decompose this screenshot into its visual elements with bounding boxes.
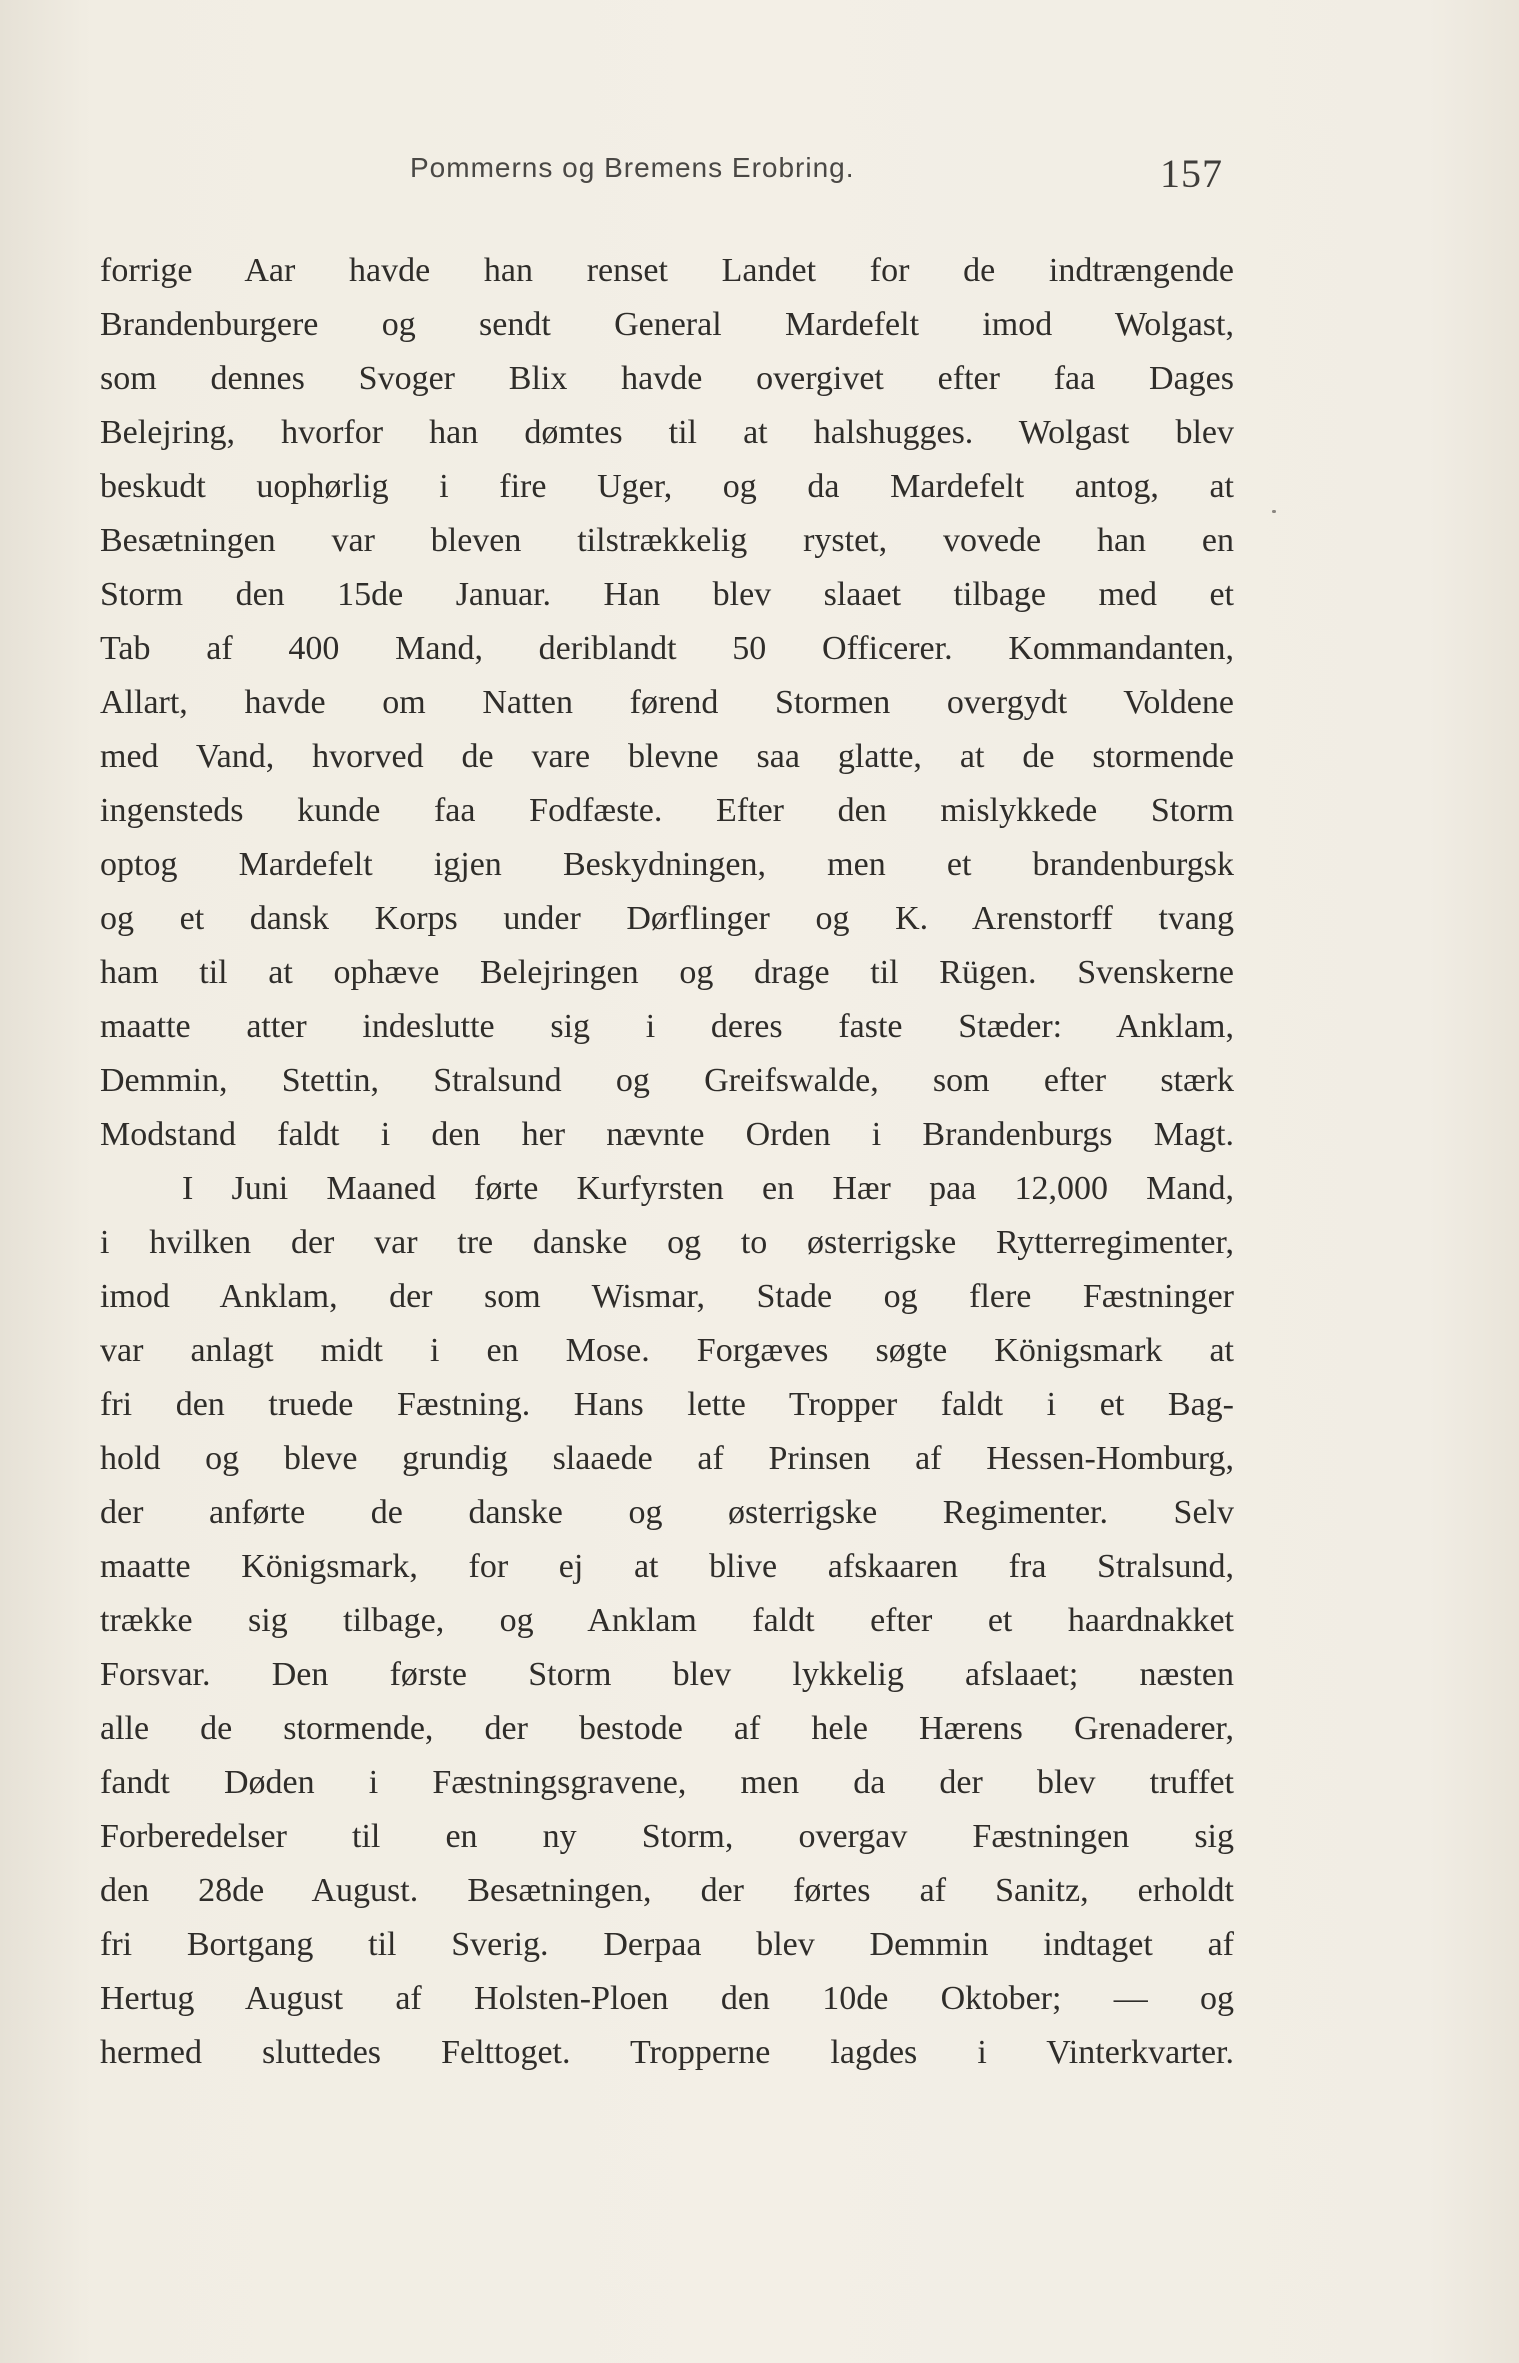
text-line: alle de stormende, der bestode af hele Hærens Grenaderer,	[100, 1710, 1234, 1747]
text-line: Storm den 15de Januar. Han blev slaaet tilbage med et	[100, 576, 1234, 613]
text-line: Demmin, Stettin, Stralsund og Greifswalde, som efter stærk	[100, 1062, 1234, 1099]
text-line: den 28de August. Besætningen, der førtes af Sanitz, erholdt	[100, 1872, 1234, 1909]
text-line: var anlagt midt i en Mose. Forgæves søgte Königsmark at	[100, 1332, 1234, 1369]
text-line: imod Anklam, der som Wismar, Stade og flere Fæstninger	[100, 1278, 1234, 1315]
text-line: hold og bleve grundig slaaede af Prinsen af Hessen-Homburg,	[100, 1440, 1234, 1477]
text-line: Brandenburgere og sendt General Mardefelt imod Wolgast,	[100, 306, 1234, 343]
text-line: der anførte de danske og østerrigske Regimenter. Selv	[100, 1494, 1234, 1531]
text-line: Modstand faldt i den her nævnte Orden i Brandenburgs Magt.	[100, 1116, 1234, 1153]
text-line: beskudt uophørlig i fire Uger, og da Mardefelt antog, at	[100, 468, 1234, 505]
text-line: Belejring, hvorfor han dømtes til at halshugges. Wolgast blev	[100, 414, 1234, 451]
text-line: som dennes Svoger Blix havde overgivet efter faa Dages	[100, 360, 1234, 397]
paper-speck	[1272, 510, 1276, 513]
text-line: fri Bortgang til Sverig. Derpaa blev Demmin indtaget af	[100, 1926, 1234, 1963]
text-line-last: hermed sluttedes Felttoget. Tropperne lagdes i Vinterkvarter.	[100, 2034, 1234, 2071]
text-line: og et dansk Korps under Dørflinger og K. Arenstorff tvang	[100, 900, 1234, 937]
text-line: forrige Aar havde han renset Landet for de indtrængende	[100, 252, 1234, 289]
paragraph-first-line: I Juni Maaned førte Kurfyrsten en Hær paa 12,000 Mand,	[182, 1170, 1234, 1207]
text-line: Forberedelser til en ny Storm, overgav Fæstningen sig	[100, 1818, 1234, 1855]
text-line: Allart, havde om Natten førend Stormen overgydt Voldene	[100, 684, 1234, 721]
text-line: fandt Døden i Fæstningsgravene, men da der blev truffet	[100, 1764, 1234, 1801]
text-line: fri den truede Fæstning. Hans lette Tropper faldt i et Bag-	[100, 1386, 1234, 1423]
text-line: trække sig tilbage, og Anklam faldt efter et haardnakket	[100, 1602, 1234, 1639]
text-line: Besætningen var bleven tilstrækkelig rystet, vovede han en	[100, 522, 1234, 559]
running-head: Pommerns og Bremens Erobring.	[410, 152, 855, 183]
text-line: Forsvar. Den første Storm blev lykkelig afslaaet; næsten	[100, 1656, 1234, 1693]
text-line: i hvilken der var tre danske og to østerrigske Rytterregimenter,	[100, 1224, 1234, 1261]
body-text	[100, 244, 1234, 2080]
text-line: Tab af 400 Mand, deriblandt 50 Officerer. Kommandanten,	[100, 630, 1234, 667]
text-line: ingensteds kunde faa Fodfæste. Efter den mislykkede Storm	[100, 792, 1234, 829]
page-number: 157	[1160, 151, 1223, 196]
text-line: maatte atter indeslutte sig i deres faste Stæder: Anklam,	[100, 1008, 1234, 1045]
text-line: Hertug August af Holsten-Ploen den 10de Oktober; — og	[100, 1980, 1234, 2017]
text-line: med Vand, hvorved de vare blevne saa glatte, at de stormende	[100, 738, 1234, 775]
text-line: optog Mardefelt igjen Beskydningen, men et brandenburgsk	[100, 846, 1234, 883]
text-line: ham til at ophæve Belejringen og drage til Rügen. Svenskerne	[100, 954, 1234, 991]
text-line: maatte Königsmark, for ej at blive afskaaren fra Stralsund,	[100, 1548, 1234, 1585]
